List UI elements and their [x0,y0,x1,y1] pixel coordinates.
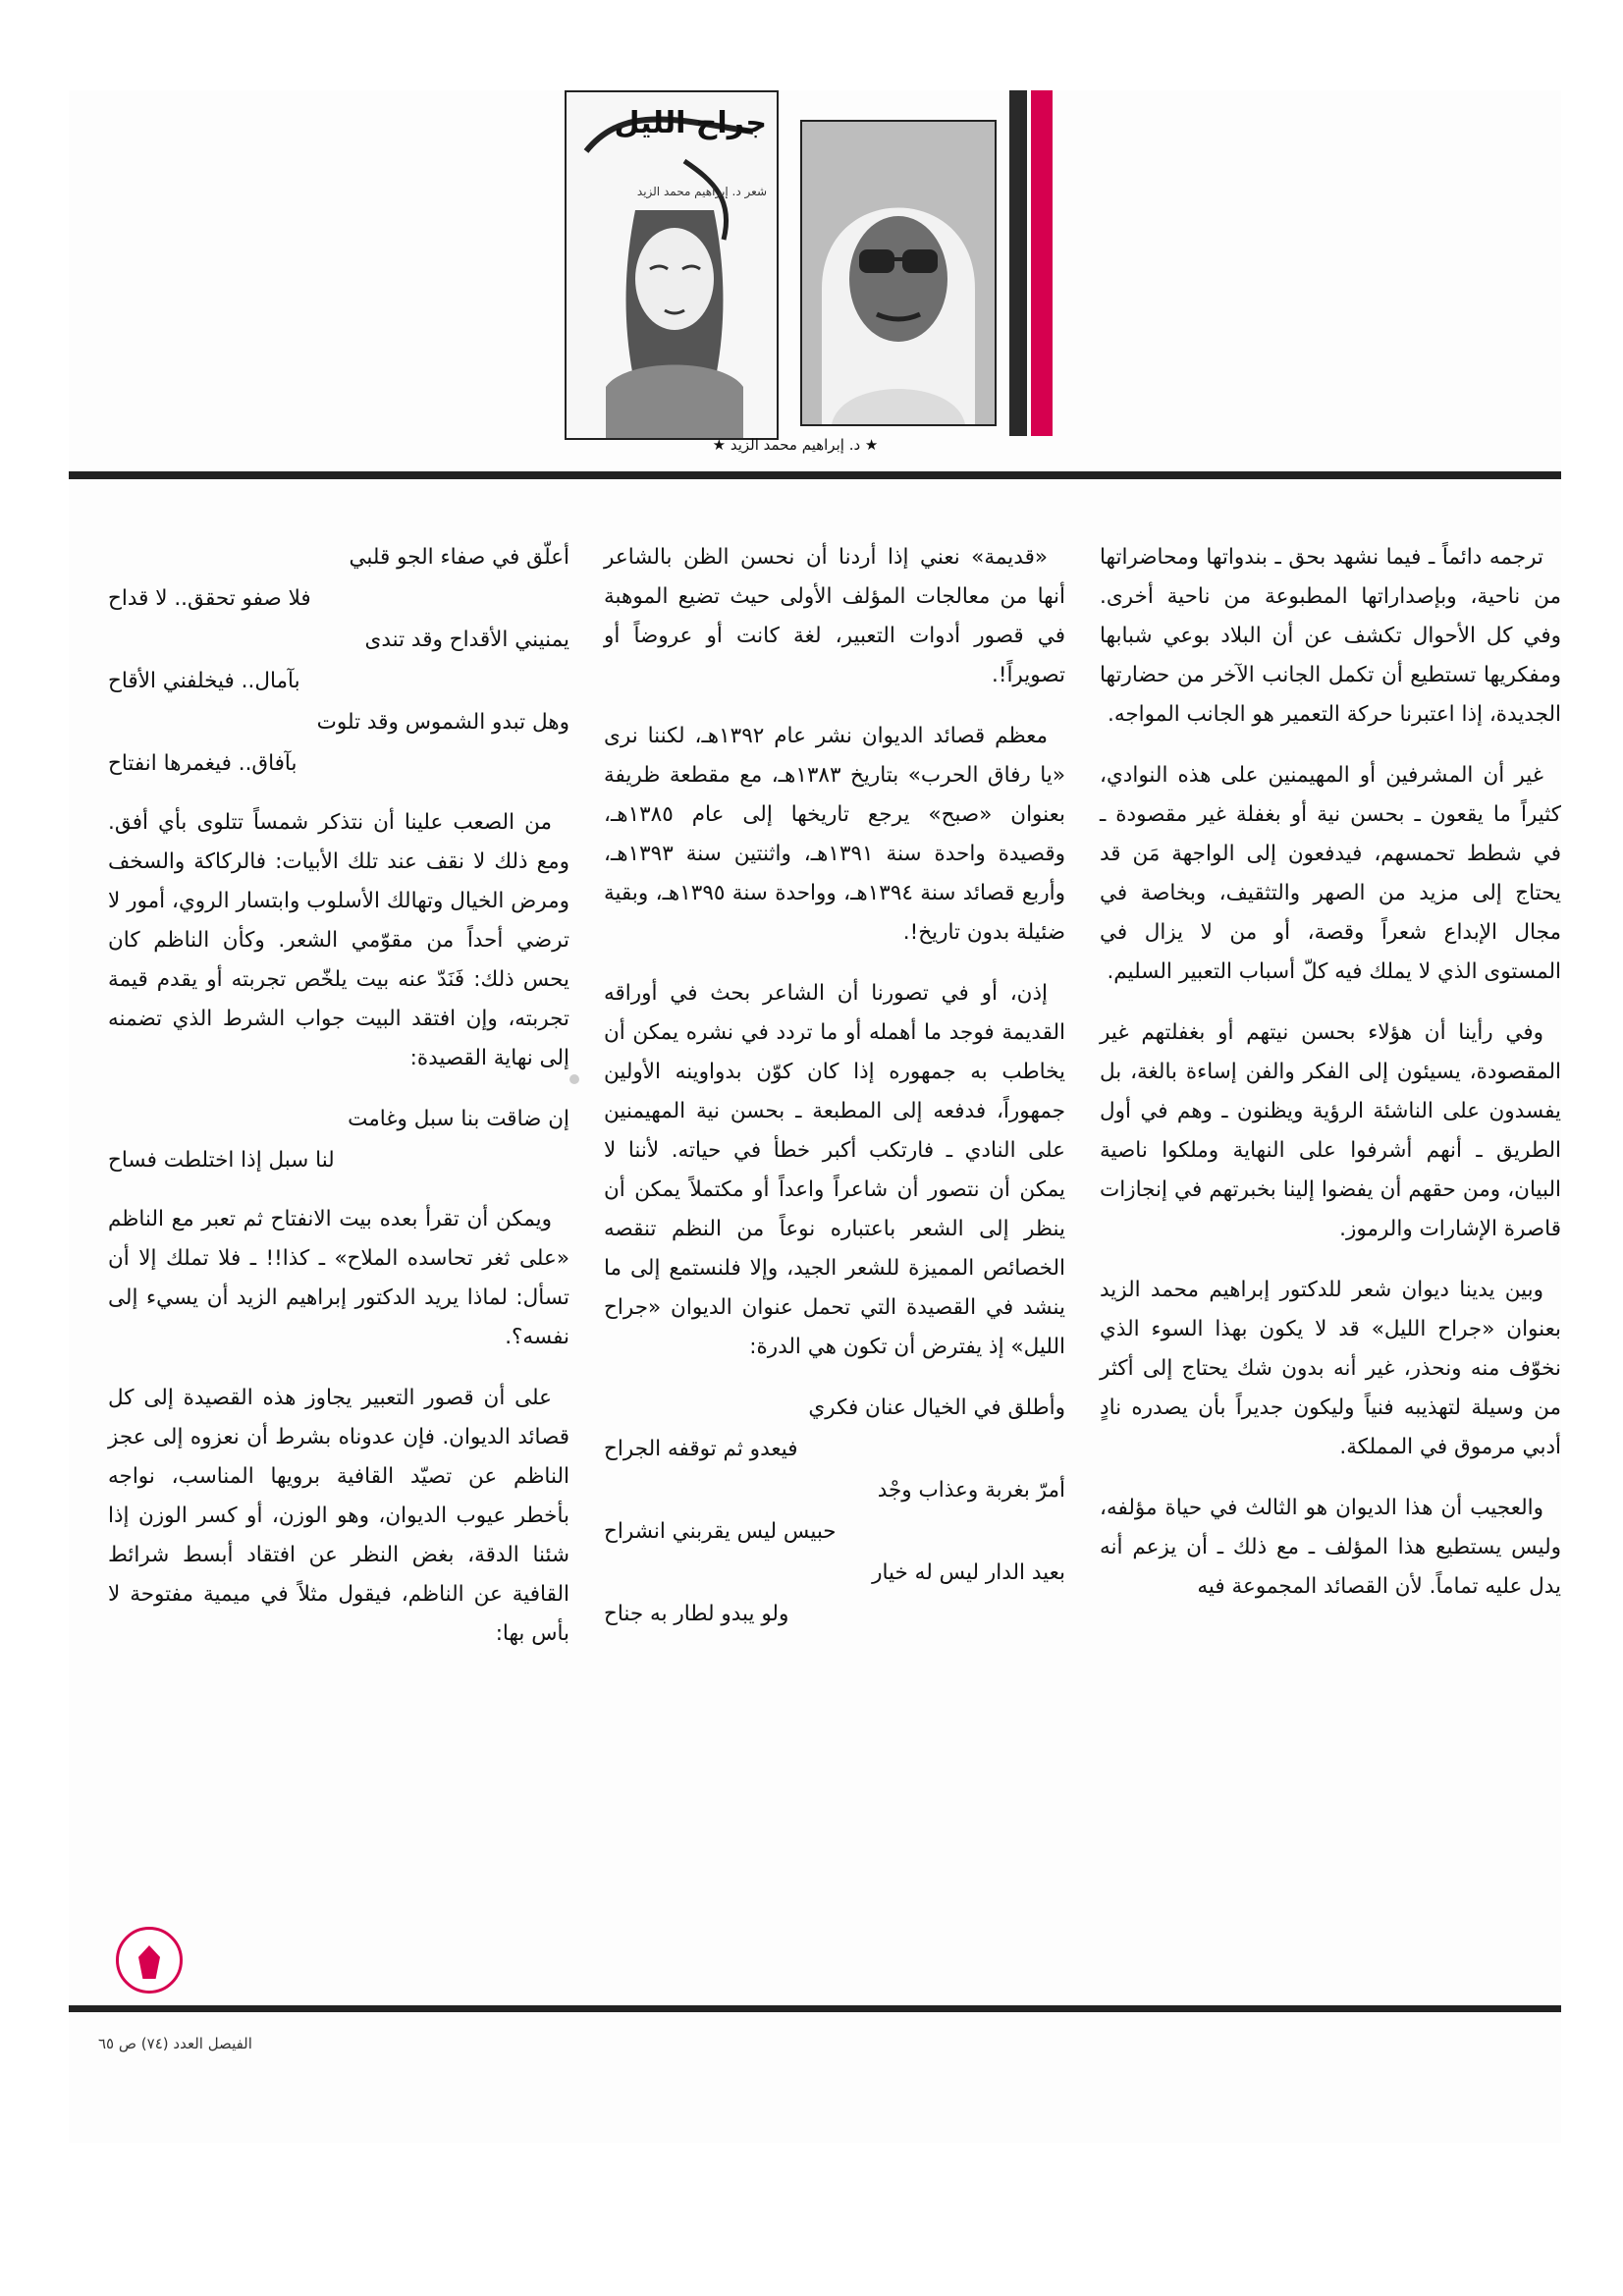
top-rule [69,471,1561,479]
verse-line: أعلّق في صفاء الجو قلبي [349,545,569,570]
header-stripe-red [1031,90,1053,436]
paragraph: وفي رأينا أن هؤلاء بحسن نيتهم أو بغفلتهم غير المقصودة، يسيئون إلى الفكر والفن إساءة بالغة، بل يفسدون على الناشئة الرؤية ويظنون ـ وهم في أول الطريق ـ أنهم أشرفوا على النهاية وملكوا ناصية البيان، ومن حقهم أن يفضوا إلينا بخبرتهم في إنجازات قاصرة الإشارات والرموز. [1100,1020,1561,1241]
cover-subtitle: شعر د. إبراهيم محمد الزيد [636,185,767,198]
book-cover-illustration-icon [565,90,779,440]
paragraph: والعجيب أن هذا الديوان هو الثالث في حياة مؤلفه، وليس يستطيع هذا المؤلف ـ مع ذلك ـ أن يزعم أنه يدل عليه تماماً. لأن القصائد المجموعة فيه [1100,1496,1561,1599]
page-marker-icon [116,1927,183,1994]
column-left [108,538,569,1675]
verse-line: ولو يبدو لطار به جناح [604,1602,789,1626]
verse-line: حبيس ليس يقربني انشراح [604,1519,837,1544]
paragraph: من الصعب علينا أن نتذكر شمساً تتلوى بأي أفق. ومع ذلك لا نقف عند تلك الأبيات: فالركاكة والسخف ومرض الخيال وتهالك الأسلوب وابتسار الروي، أمور لا ترضي أحداً من مقوّمي الشعر. وكأن الناظم كان يحس ذلك: فَنَدّ عنه بيت يلخّص تجربته أو يقدم قيمة تجربته، وإن افتقد البيت جواب الشرط الذي تضمنه إلى نهاية القصيدة: [108,810,569,1070]
verse-line: بآفاق.. فيغمرها انفتاح [108,751,298,776]
bottom-rule [69,2005,1561,2012]
verse-line: إن ضاقت بنا سبل وغامت [348,1107,569,1131]
author-caption: ★ د. إبراهيم محمد الزيد ★ [712,436,879,454]
verse-line: بآمال.. فيخلفني الأقاح [108,669,300,693]
paragraph: معظم قصائد الديوان نشر عام ١٣٩٢هـ، لكننا نرى «يا رفاق الحرب» بتاريخ ١٣٨٣هـ، مع مقطعة ظريفة بعنوان «صبح» يرجع تاريخها إلى عام ١٣٨٥هـ، وقصيدة واحدة سنة ١٣٩١هـ، واثنتين سنة ١٣٩٣هـ، وأربع قصائد سنة ١٣٩٤هـ، وواحدة سنة ١٣٩٥هـ، وبقية ضئيلة بدون تاريخ!. [604,724,1065,945]
magazine-page [69,90,1561,2143]
verse-line: لنا سبل إذا اختلطت فساح [108,1148,335,1173]
verse-line: يمنيني الأقداح وقد تندى [364,628,569,652]
footer-issue-line: الفيصل العدد (٧٤) ص ٦٥ [98,2035,252,2052]
verse-line: فلا صفو تحقق.. لا قداح [108,586,311,611]
verse-line: أمرّ بغربة وعذاب وجْد [877,1478,1065,1503]
portrait-photo-icon [800,120,997,426]
column-right [1100,538,1561,1628]
verse-line: فيعدو ثم توقفه الجراح [604,1437,798,1461]
paragraph: إذن، أو في تصورنا أن الشاعر بحث في أوراقه القديمة فوجد ما أهمله أو ما تردد في نشره يمكن أن يخاطب به جمهوره إذا كان كوّن بدواوينه الأولين جمهوراً، فدفعه إلى المطبعة ـ بحسن نية المهيمنين على النادي ـ فارتكب أكبر خطأ في حياته. لأننا لا يمكن أن نتصور أن شاعراً واعداً أو مكتملاً يمكن أن ينظر إلى الشعر باعتباره نوعاً من النظم تنقصه الخصائص المميزة للشعر الجيد، وإلا فلنستمع إلى ما ينشد في القصيدة التي تحمل عنوان الديوان «جراح الليل» إذ يفترض أن تكون هي الدرة: [604,981,1065,1359]
binding-hole [569,1074,579,1084]
column-middle [604,538,1065,1636]
paragraph: ترجمه دائماً ـ فيما نشهد بحق ـ بندواتها ومحاضراتها من ناحية، وبإصداراتها المطبوعة من ناحية أخرى. وفي كل الأحوال تكشف عن أن البلاد بوعي شبابها ومفكريها تستطيع أن تكمل الجانب الآخر من حضارتها الجديدة، إذا اعتبرنا حركة التعمير هو الجانب المواجه. [1100,545,1561,727]
paragraph: ويمكن أن تقرأ بعده بيت الانفتاح ثم تعبر مع الناظم «على ثغر تحاسده الملاح» ـ كذا!! ـ فلا تملك إلا أن تسأل: لماذا يريد الدكتور إبراهيم الزيد أن يسيء إلى نفسه؟. [108,1207,569,1349]
verse-line: بعيد الدار ليس له خيار [872,1560,1065,1585]
paragraph: «قديمة» نعني إذا أردنا أن نحسن الظن بالشاعر أنها من معالجات المؤلف الأولى حيث تضيع الموهبة في قصور أدوات التعبير، لغة كانت أو عروضاً أو تصويراً!. [604,545,1065,687]
paragraph: وبين يدينا ديوان شعر للدكتور إبراهيم محمد الزيد بعنوان «جراح الليل» قد لا يكون بهذا السوء الذي نخوّف منه ونحذر، غير أنه بدون شك يحتاج إلى أكثر من وسيلة لتهذيبه فنياً وليكون جديراً بأن يصدره نادٍ أدبي مرموق في المملكة. [1100,1278,1561,1459]
paragraph: غير أن المشرفين أو المهيمنين على هذه النوادي، كثيراً ما يقعون ـ بحسن نية أو بغفلة غير مقصودة ـ في شطط تحمسهم، فيدفعون إلى الواجهة مَن قد يحتاج إلى مزيد من الصهر والتثقيف، وبخاصة في مجال الإبداع شعراً وقصة، أو من لا يزال في المستوى الذي لا يملك فيه كلّ أسباب التعبير السليم. [1100,763,1561,984]
header-stripe-dark [1009,90,1027,436]
paragraph: على أن قصور التعبير يجاوز هذه القصيدة إلى كل قصائد الديوان. فإن عدوناه بشرط أن نعزوه إلى عجز الناظم عن تصيّد القافية برويها المناسب، نواجه بأخطر عيوب الديوان، وهو الوزن، أو كسر الوزن إذا شئنا الدقة، بغض النظر عن افتقاد أبسط شرائط القافية عن الناظم، فيقول مثلاً في ميمية مفتوحة لا بأس بها: [108,1386,569,1646]
verse-line: وهل تبدو الشموس وقد تلوت [316,710,569,735]
verse-line: وأطلق في الخيال عنان فكري [808,1395,1065,1420]
cover-title: جراح الليل [614,106,767,140]
